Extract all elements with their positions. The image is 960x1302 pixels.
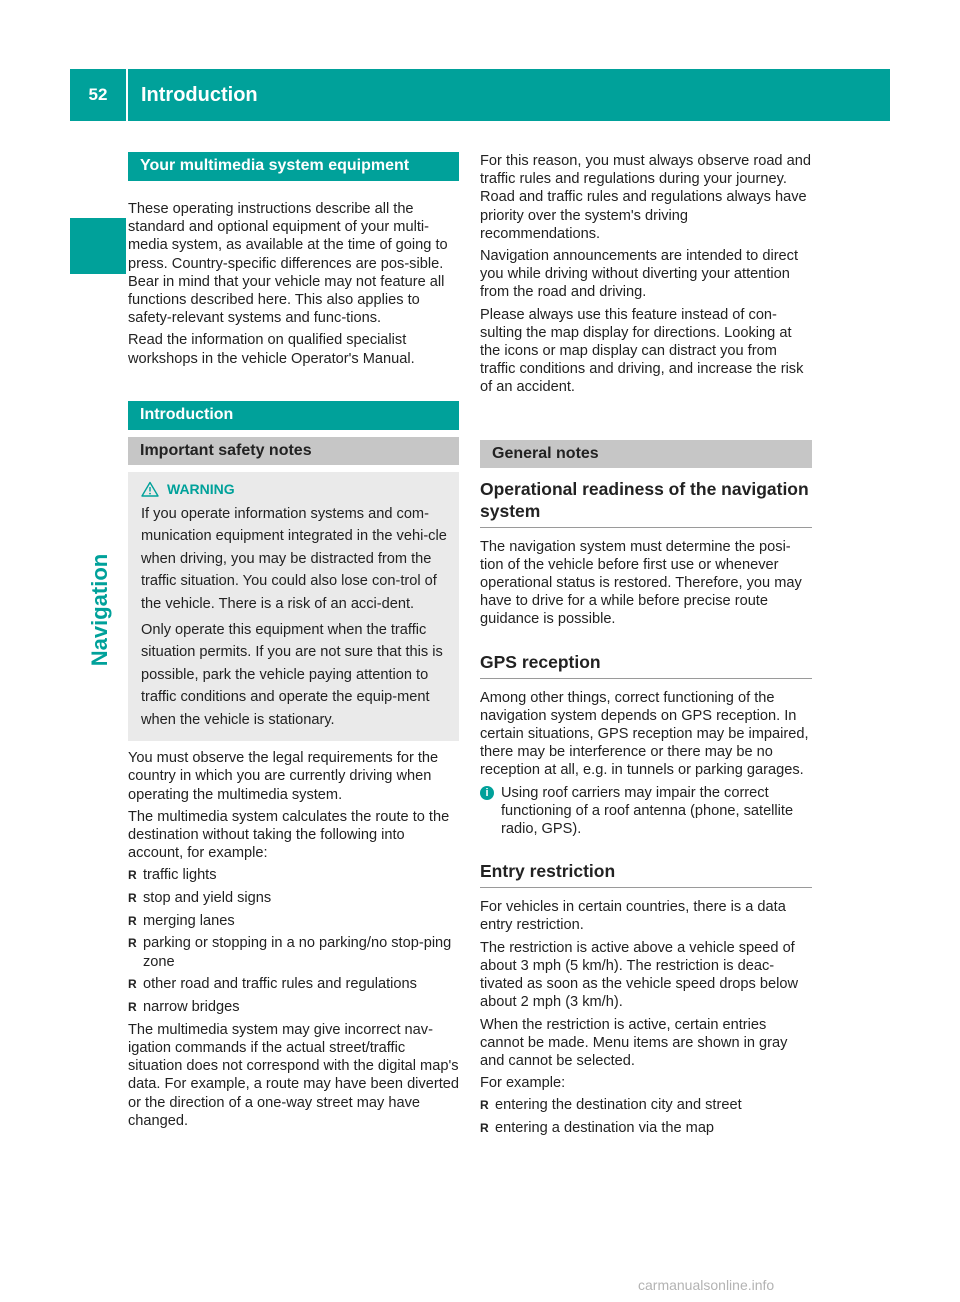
paragraph-route: The multimedia system calculates the route to the destination without taking the following into account, for example: bbox=[128, 808, 450, 862]
list-item: R entering the destination city and street bbox=[480, 1096, 812, 1114]
left-column bbox=[128, 152, 459, 1130]
page-title: Introduction bbox=[141, 83, 258, 106]
heading-equipment: Your multimedia system equipment bbox=[128, 152, 459, 181]
list-item: R narrow bridges bbox=[128, 998, 459, 1016]
list-item: R stop and yield signs bbox=[128, 889, 459, 907]
heading-safety-notes: Important safety notes bbox=[128, 437, 459, 465]
header-divider bbox=[126, 69, 128, 121]
list-item: R parking or stopping in a no parking/no stop-ping zone bbox=[128, 934, 459, 970]
heading-entry-restriction: Entry restriction bbox=[480, 860, 812, 888]
list-item: R merging lanes bbox=[128, 912, 459, 930]
page-number: 52 bbox=[88, 85, 108, 104]
paragraph-entry-4: For example: bbox=[480, 1075, 566, 1092]
heading-gps-reception: GPS reception bbox=[480, 651, 812, 679]
paragraph-equipment-1: These operating instructions describe all the standard and optional equipment of your multi-media system, as available at the time of going to press. Country-specific differences are pos-sible. Bear in mind that your vehicle may not feature all functions described here. This also applies to safety-relevant systems and func-tions. bbox=[128, 201, 448, 327]
paragraph-entry-3: When the restriction is active, certain entries cannot be made. Menu items are shown in gray and cannot be selected. bbox=[480, 1016, 788, 1069]
paragraph-map: Please always use this feature instead of con-sulting the map display for directions. Looking at the icons or map display can distract you from traffic conditions and driving, and increase the risk of an accident. bbox=[480, 306, 804, 396]
info-icon: i bbox=[480, 786, 494, 800]
list-item: R other road and traffic rules and regulations bbox=[128, 975, 459, 993]
heading-introduction: Introduction bbox=[128, 401, 459, 430]
paragraph-gps: Among other things, correct functioning of the navigation system depends on GPS reception. In certain situations, GPS reception may be impaired, there may be interference or there may be no reception at all, e.g. in tunnels or parking garages. bbox=[480, 689, 809, 779]
side-tab-label: Navigation bbox=[87, 553, 112, 667]
warning-paragraph-2: Only operate this equipment when the traffic situation permits. If you are not sure that this is possible, park the vehicle paying attention to traffic conditions and operate the equip-ment when the vehicle is stationary. bbox=[141, 622, 443, 728]
restricted-entries-list bbox=[480, 1096, 812, 1137]
route-factors-list bbox=[128, 866, 459, 1016]
warning-triangle-icon bbox=[141, 481, 159, 497]
side-tab bbox=[76, 500, 124, 720]
info-note bbox=[480, 784, 812, 839]
paragraph-reason: For this reason, you must always observe road and traffic rules and regulations during your journey. Road and traffic rules and regulations always have priority over the system's driving recommendations. bbox=[480, 153, 811, 242]
side-tab-marker bbox=[70, 218, 126, 274]
info-note-text: Using roof carriers may impair the correct functioning of a roof antenna (phone, satellite radio, GPS). bbox=[501, 784, 794, 838]
paragraph-legal: You must observe the legal requirements for the country in which you are currently driving when operating the multimedia system. bbox=[128, 750, 439, 803]
paragraph-equipment-2: Read the information on qualified specialist workshops in the vehicle Operator's Manual. bbox=[128, 332, 415, 367]
list-item: R traffic lights bbox=[128, 866, 459, 884]
heading-operational-readiness: Operational readiness of the navigation system bbox=[480, 478, 812, 528]
page-header bbox=[70, 69, 890, 121]
paragraph-announcements: Navigation announcements are intended to direct you while driving without diverting your attention from the road and driving. bbox=[480, 248, 799, 301]
warning-paragraph-1: If you operate information systems and com-munication equipment integrated in the vehi-cle when driving, you may be distracted from the traffic situation. You could also lose con-trol of the vehicle. There is a risk of an acci-dent. bbox=[141, 506, 447, 612]
list-item: R entering a destination via the map bbox=[480, 1119, 812, 1137]
paragraph-entry-2: The restriction is active above a vehicle speed of about 3 mph (5 km/h). The restriction is deac-tivated as soon as the vehicle speed drops below about 2 mph (3 km/h). bbox=[480, 939, 799, 1011]
heading-general-notes: General notes bbox=[480, 440, 812, 468]
right-column bbox=[480, 152, 812, 1142]
paragraph-entry-1: For vehicles in certain countries, there is a data entry restriction. bbox=[480, 899, 786, 934]
watermark: carmanualsonline.info bbox=[638, 1277, 775, 1293]
warning-title: WARNING bbox=[167, 480, 235, 497]
warning-box bbox=[128, 472, 459, 741]
paragraph-incorrect-commands: The multimedia system may give incorrect nav-igation commands if the actual street/traffic situation does not correspond with the digital map's data. For example, a route may have been diverted or the direction of a one-way street may have changed. bbox=[128, 1021, 459, 1129]
paragraph-readiness: The navigation system must determine the posi-tion of the vehicle before first use or whenever operational status is restored. Therefore, you may have to drive for a while before precise route guidance is possible. bbox=[480, 538, 802, 628]
warning-header bbox=[141, 480, 449, 498]
